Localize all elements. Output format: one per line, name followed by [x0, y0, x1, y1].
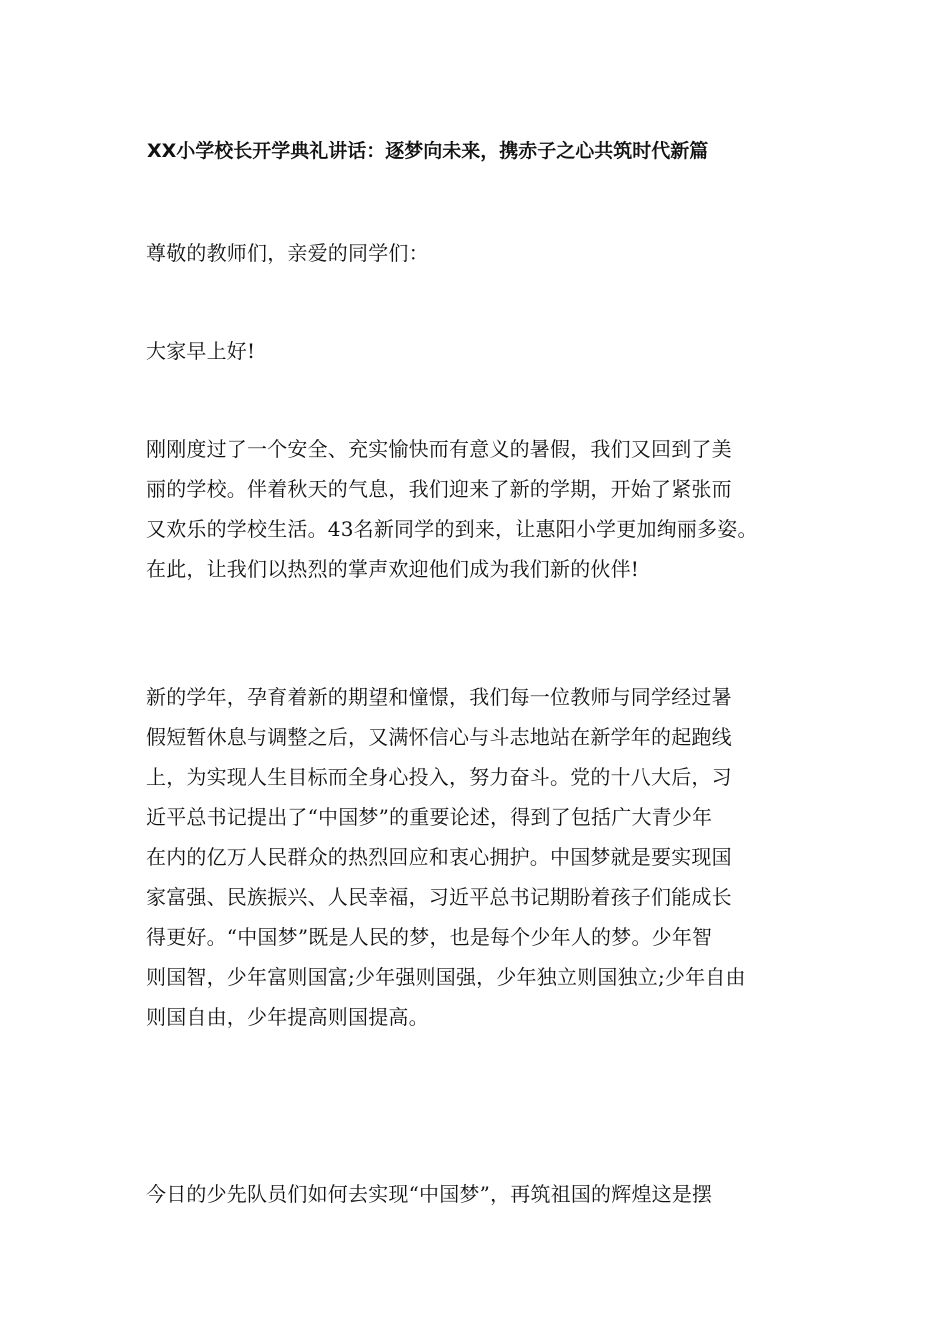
paragraph-line: 近平总书记提出了“中国梦”的重要论述，得到了包括广大青少年 — [146, 805, 713, 829]
paragraph-line: 则国自由，少年提高则国提高。 — [146, 1005, 429, 1029]
greeting — [146, 331, 836, 371]
paragraph-2 — [146, 677, 836, 1037]
paragraph-line: 在此，让我们以热烈的掌声欢迎他们成为我们新的伙伴! — [146, 557, 640, 581]
paragraph-line: 丽的学校。伴着秋天的气息，我们迎来了新的学期，开始了紧张而 — [146, 477, 732, 501]
paragraph-line: 则国智，少年富则国富;少年强则国强，少年独立则国独立;少年自由 — [146, 965, 746, 989]
paragraph-line: 新的学年，孕育着新的期望和憧憬，我们每一位教师与同学经过暑 — [146, 685, 732, 709]
paragraph-1 — [146, 429, 836, 589]
document-title: XX小学校长开学典礼讲话：逐梦向未来，携赤子之心共筑时代新篇 — [147, 140, 709, 162]
paragraph-line: 上，为实现人生目标而全身心投入，努力奋斗。党的十八大后，习 — [146, 765, 732, 789]
paragraph-line: 得更好。“中国梦”既是人民的梦，也是每个少年人的梦。少年智 — [146, 925, 713, 949]
salutation-line: 尊敬的教师们，亲爱的同学们： — [146, 241, 429, 265]
paragraph-line: 今日的少先队员们如何去实现“中国梦”，再筑祖国的辉煌这是摆 — [146, 1182, 713, 1206]
paragraph-line: 家富强、民族振兴、人民幸福，习近平总书记期盼着孩子们能成长 — [146, 885, 732, 909]
paragraph-3 — [146, 1174, 836, 1214]
salutation — [146, 233, 836, 273]
paragraph-line: 又欢乐的学校生活。43名新同学的到来，让惠阳小学更加绚丽多姿。 — [146, 517, 758, 541]
paragraph-line: 在内的亿万人民群众的热烈回应和衷心拥护。中国梦就是要实现国 — [146, 845, 732, 869]
paragraph-line: 假短暂休息与调整之后，又满怀信心与斗志地站在新学年的起跑线 — [146, 725, 732, 749]
paragraph-line: 刚刚度过了一个安全、充实愉快而有意义的暑假，我们又回到了美 — [146, 437, 732, 461]
greeting-line: 大家早上好! — [146, 339, 256, 363]
